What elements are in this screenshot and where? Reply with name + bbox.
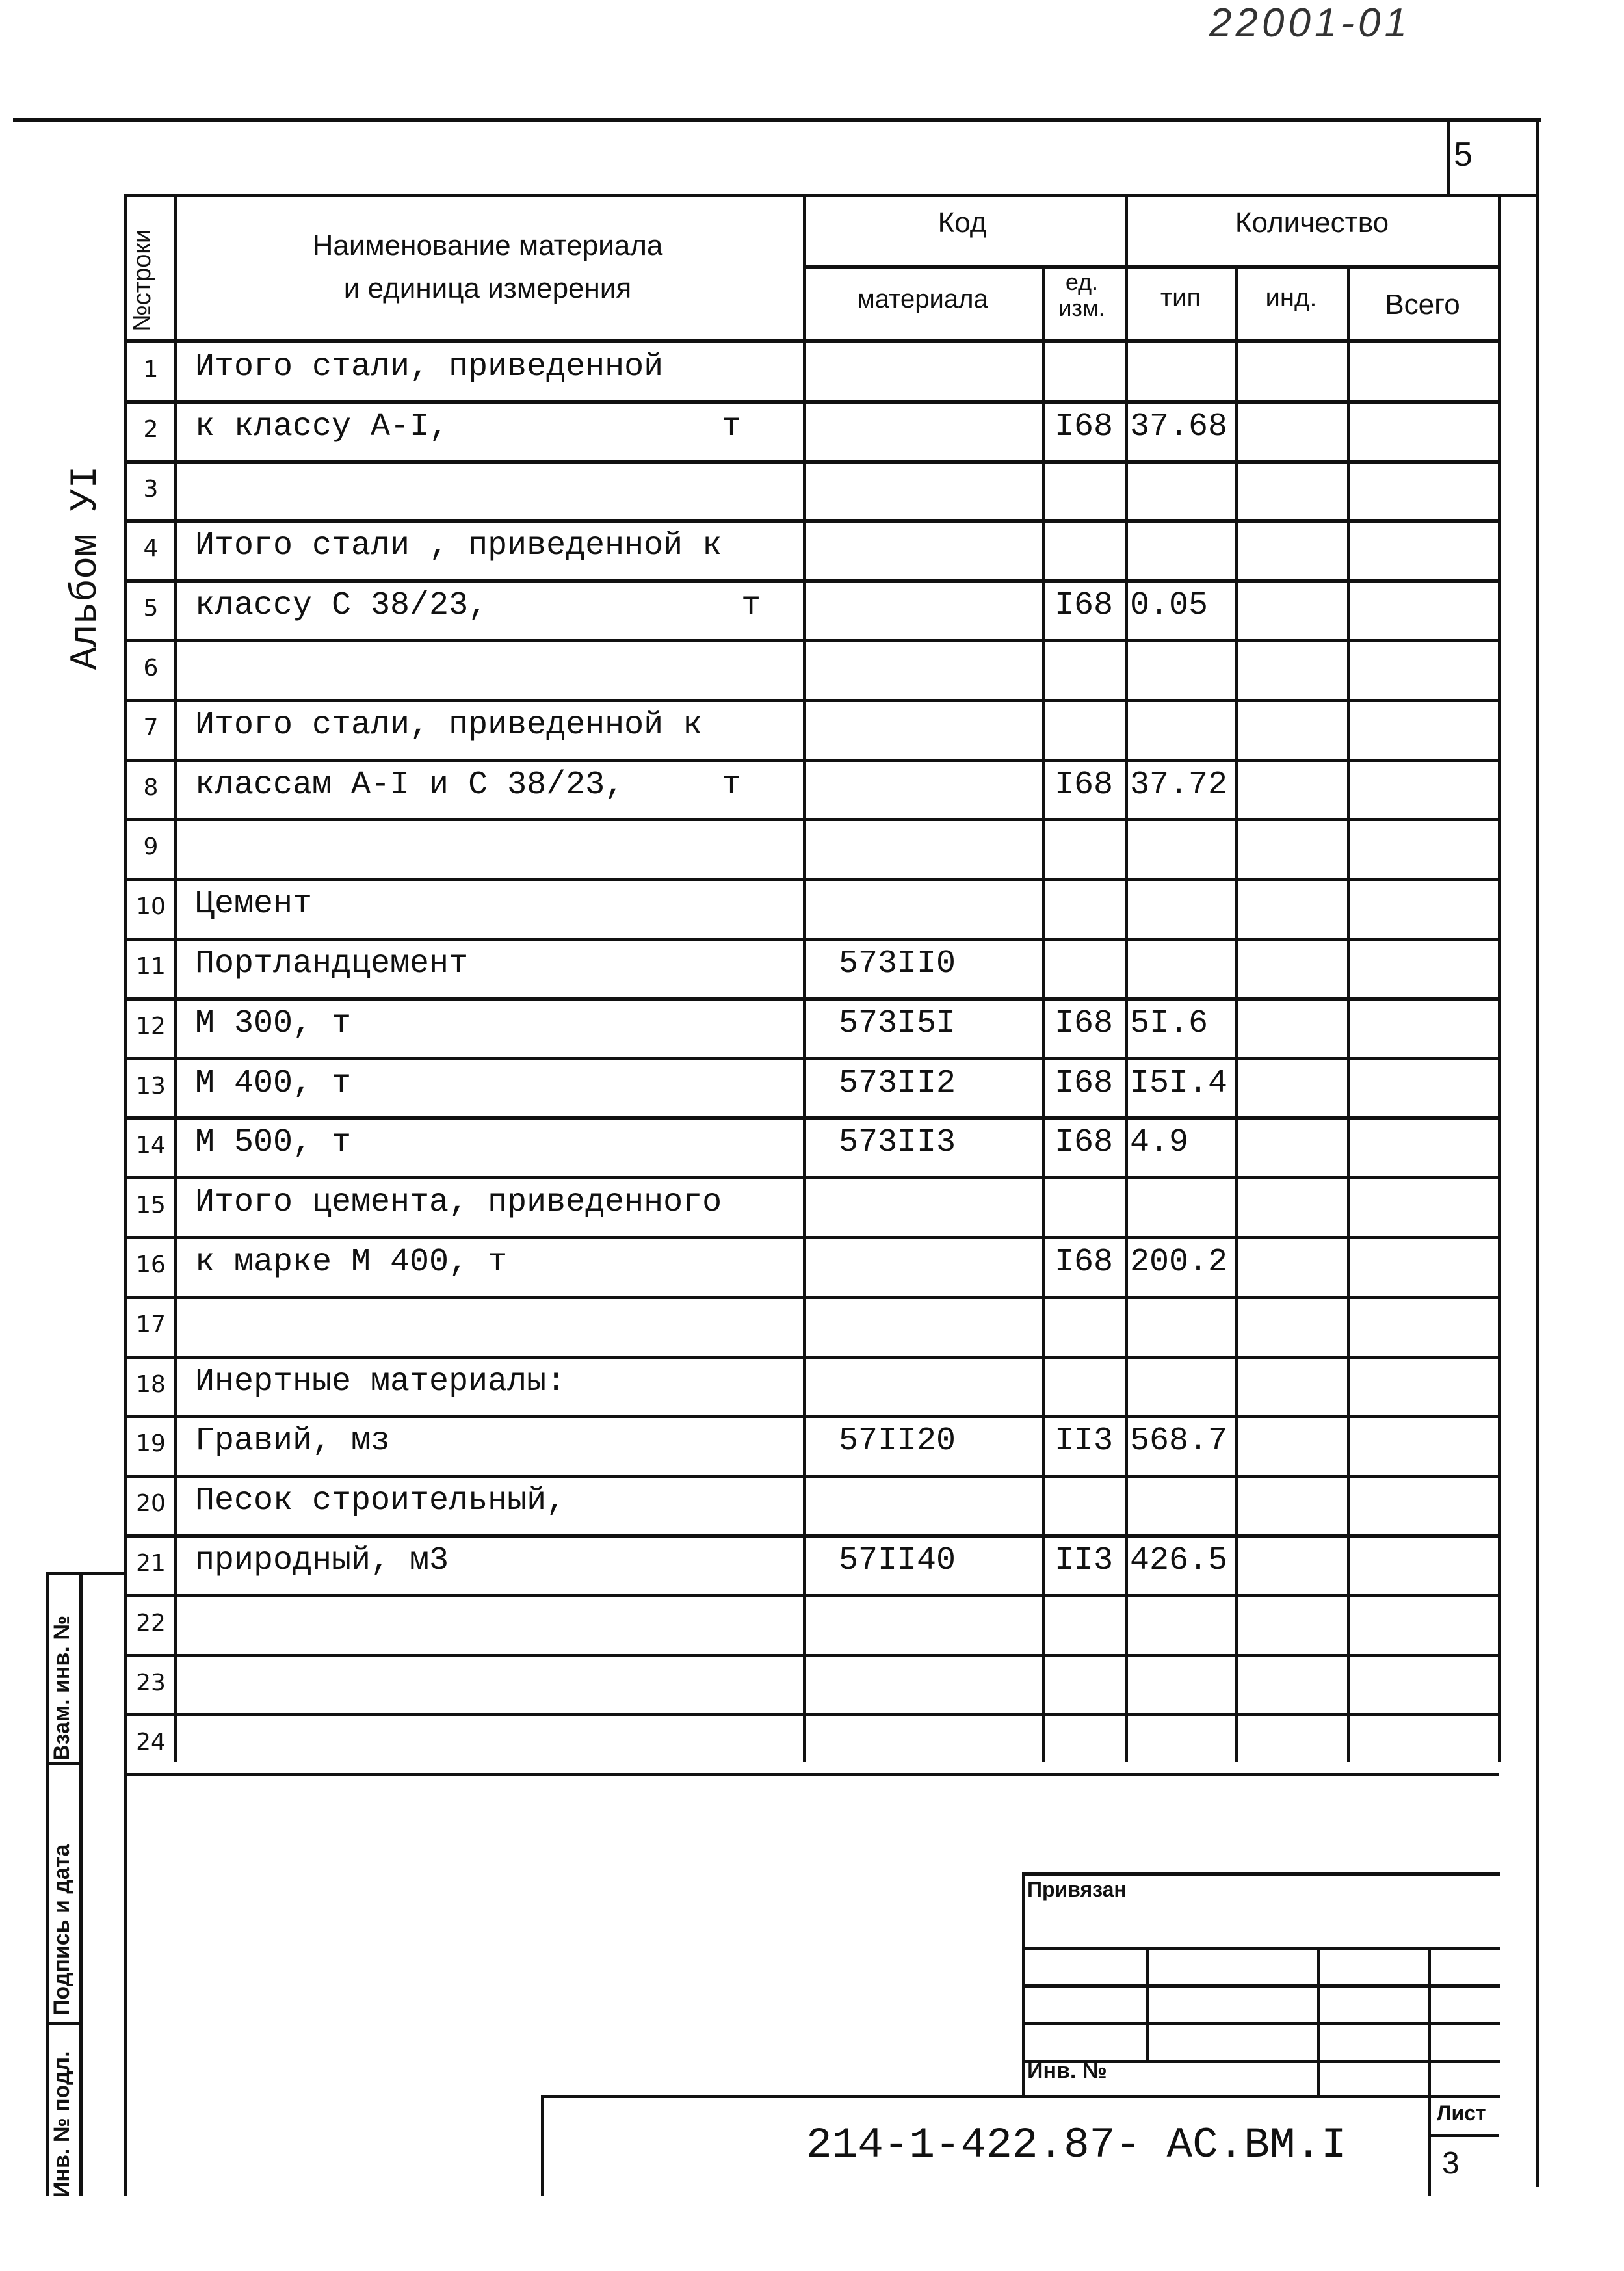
table-row-divider: [124, 1475, 1499, 1478]
row-number: 10: [136, 893, 166, 921]
header-quantity: Количество: [1235, 207, 1389, 239]
row-name: М 500, т: [195, 1124, 352, 1162]
header-unit: [1042, 269, 1121, 321]
row-number: 5: [143, 595, 159, 622]
table-row-divider: [124, 579, 1499, 583]
table-row-divider: [124, 639, 1499, 642]
row-name: Портландцемент: [195, 945, 469, 982]
header-unit-line1: ед.: [1065, 269, 1099, 295]
row-name: Итого стали, приведенной к: [195, 706, 703, 744]
table-row-divider: [124, 1415, 1499, 1418]
row-material-code: 57II40: [839, 1542, 956, 1579]
row-unit-code: II3: [1054, 1542, 1113, 1579]
side-stamp-left: [46, 1572, 49, 2196]
table-row-divider: [124, 997, 1499, 1001]
row-unit-code: I68: [1054, 1124, 1113, 1162]
row-number: 24: [136, 1729, 166, 1756]
row-name: Итого стали , приведенной к: [195, 527, 722, 565]
row-name: Итого цемента, приведенного: [195, 1184, 722, 1222]
table-row-divider: [124, 460, 1499, 464]
row-unit-code: I68: [1054, 1004, 1113, 1042]
page-number-box-left: [1447, 120, 1450, 195]
stamp-top: [1022, 1872, 1500, 1876]
row-name: Инертные материалы:: [195, 1363, 566, 1400]
table-row-divider: [124, 1296, 1499, 1299]
row-name: Итого стали, приведенной: [195, 348, 664, 386]
table-row-divider: [124, 1534, 1499, 1538]
side-label-vzam: Взам. инв. №: [49, 1615, 74, 1761]
stamp-inv-label: Инв. №: [1027, 2058, 1107, 2083]
row-number: 17: [136, 1311, 166, 1338]
row-number: 9: [143, 834, 159, 861]
row-name: к марке М 400, т: [195, 1244, 508, 1281]
table-row-divider: [124, 1654, 1499, 1657]
row-number: 21: [136, 1550, 166, 1577]
page-number-box-right: [1536, 120, 1539, 2187]
row-unit-code: I68: [1054, 766, 1113, 804]
top-document-code: 22001-01: [1209, 1, 1411, 46]
table-row-divider: [124, 878, 1499, 881]
row-number: 6: [143, 655, 159, 681]
table-top-border: [124, 194, 1536, 197]
row-unit-code: II3: [1054, 1423, 1113, 1460]
table-row-divider: [124, 699, 1499, 702]
lower-left-border: [124, 1762, 127, 2196]
row-number: 1: [143, 356, 159, 383]
header-name: [176, 224, 800, 310]
title-block-left: [541, 2095, 544, 2196]
side-stamp-div1: [46, 1762, 81, 1765]
row-name: Цемент: [195, 886, 313, 923]
stamp-bound-label: Привязан: [1027, 1878, 1127, 1901]
row-unit-code: I68: [1054, 408, 1113, 445]
top-rule: [13, 118, 1541, 122]
row-number: 22: [136, 1609, 166, 1636]
row-material-code: 573II3: [839, 1124, 956, 1162]
row-number: 16: [136, 1252, 166, 1278]
header-name-line1: Наименование материала: [312, 230, 663, 261]
row-name: Песок строительный,: [195, 1482, 566, 1520]
album-label-text: Альбом УI: [65, 466, 107, 670]
header-type: тип: [1160, 283, 1201, 312]
row-number: 4: [143, 535, 159, 562]
stamp-col3: [1428, 1947, 1431, 2196]
table-row-divider: [124, 519, 1499, 523]
row-number: 13: [136, 1072, 166, 1099]
row-number: 20: [136, 1490, 166, 1517]
table-row-divider: [124, 1356, 1499, 1359]
row-type-qty: 5I.6: [1130, 1004, 1209, 1042]
row-number: 19: [136, 1430, 166, 1458]
table-row-divider: [124, 1713, 1499, 1716]
header-bottom-border: [124, 339, 1499, 343]
code-col-divider: [803, 194, 806, 1762]
row-material-code: 573I5I: [839, 1004, 956, 1042]
row-name: М 400, т: [195, 1064, 352, 1102]
row-name: классу С 38/23, т: [195, 587, 761, 625]
stamp-col1: [1146, 1947, 1149, 2060]
side-stamp-div2: [46, 2022, 81, 2025]
total-col-right: [1498, 194, 1501, 1762]
table-row-divider: [124, 818, 1499, 821]
row-name: Гравий, мз: [195, 1423, 391, 1460]
row-name: к классу А-I, т: [195, 408, 742, 445]
row-type-qty: I5I.4: [1130, 1064, 1228, 1102]
table-row-divider: [124, 400, 1499, 404]
header-name-line2: и единица измерения: [343, 272, 632, 304]
row-unit-code: I68: [1054, 1064, 1113, 1102]
sheet-box-divider: [1428, 2134, 1499, 2137]
table-row-divider: [124, 759, 1499, 762]
stamp-col2: [1317, 1947, 1320, 2096]
row-material-code: 573II2: [839, 1064, 956, 1102]
header-total: Всего: [1385, 289, 1460, 321]
page-number: 5: [1454, 136, 1473, 174]
row-unit-code: I68: [1054, 587, 1113, 625]
row-name: природный, м3: [195, 1542, 449, 1579]
row-type-qty: 4.9: [1130, 1124, 1189, 1162]
row-number: 12: [136, 1012, 166, 1040]
side-stamp-top: [46, 1572, 126, 1575]
row-type-qty: 200.2: [1130, 1244, 1228, 1281]
title-block-top: [541, 2095, 1500, 2098]
row-number: 11: [136, 953, 166, 980]
header-material: материала: [857, 285, 988, 313]
table-row-divider: [124, 1057, 1499, 1060]
qty-col-divider: [1125, 194, 1128, 1762]
row-number: 14: [136, 1132, 166, 1159]
table-row-divider: [124, 938, 1499, 941]
stamp-sheet-label: Лист: [1437, 2101, 1486, 2125]
table-row-divider: [124, 1773, 1499, 1776]
table-row-divider: [124, 1594, 1499, 1597]
side-label-inv-podl: Инв. № подл.: [49, 2051, 74, 2198]
header-unit-line2: изм.: [1058, 295, 1105, 321]
row-number: 23: [136, 1669, 166, 1696]
row-type-qty: 568.7: [1130, 1423, 1228, 1460]
row-material-code: 573II0: [839, 945, 956, 982]
document-number: 214-1-422.87- АС.ВМ.I: [806, 2121, 1347, 2170]
row-material-code: 57II20: [839, 1423, 956, 1460]
row-number: 8: [143, 774, 159, 801]
side-label-podpis: Подпись и дата: [49, 1844, 74, 2015]
row-type-qty: 37.72: [1130, 766, 1228, 804]
table-row-divider: [124, 1116, 1499, 1120]
header-subrow-divider: [803, 265, 1500, 269]
row-number: 15: [136, 1192, 166, 1219]
header-code: Код: [937, 207, 987, 239]
row-number: 3: [143, 475, 159, 503]
header-ind: инд.: [1265, 283, 1317, 312]
side-stamp-right: [79, 1572, 83, 2196]
row-type-qty: 0.05: [1130, 587, 1209, 625]
header-row-number-text: №строки: [129, 229, 156, 332]
table-row-divider: [124, 1236, 1499, 1239]
row-name: классам А-I и С 38/23, т: [195, 766, 742, 804]
row-number: 7: [143, 714, 159, 741]
row-type-qty: 37.68: [1130, 408, 1228, 445]
stamp-sheet-number: 3: [1442, 2146, 1460, 2181]
table-row-divider: [124, 1176, 1499, 1179]
row-unit-code: I68: [1054, 1244, 1113, 1281]
row-name: М 300, т: [195, 1004, 352, 1042]
row-type-qty: 426.5: [1130, 1542, 1228, 1579]
row-number: 18: [136, 1371, 166, 1398]
row-number: 2: [143, 415, 159, 443]
